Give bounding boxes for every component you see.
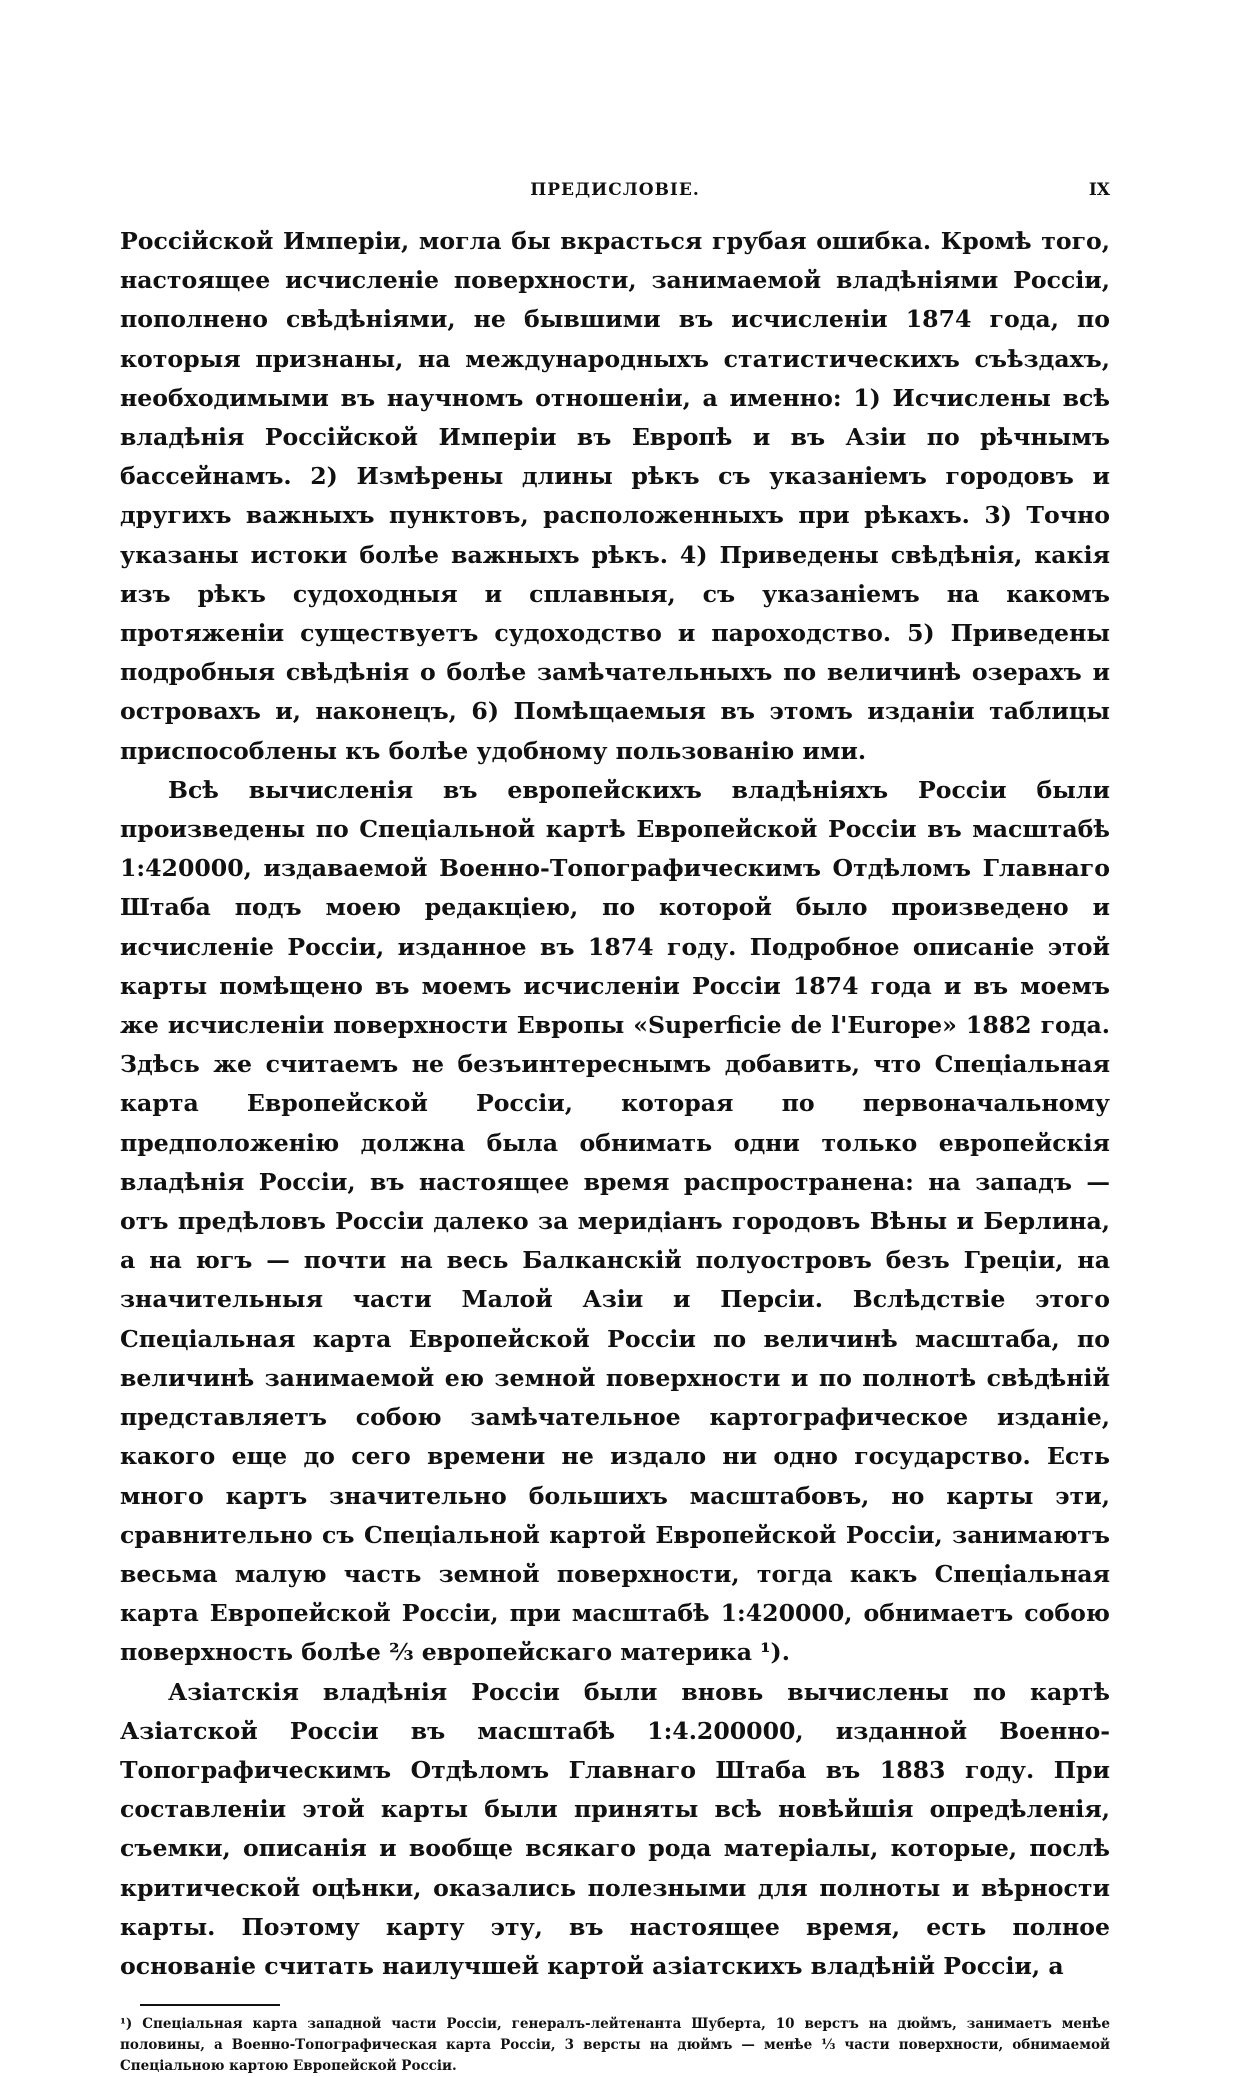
footnote: ¹) Спеціальная карта западной части Россіи, генералъ-лейтенанта Шуберта, 10 верстъ на дюймъ, занимаетъ менѣе половины, а Военно-Топографическая карта Россіи, 3 версты на дюймъ — менѣе ⅓ части поверхности, обнимаемой Спеціальною картою Европейской Россіи. — [120, 2016, 1110, 2075]
page-number: IX — [1088, 180, 1110, 200]
footnote-divider — [140, 2004, 280, 2006]
body-text — [120, 222, 1110, 1986]
header-title: ПРЕДИСЛОВІЕ. — [530, 180, 700, 200]
paragraph-1: Россійской Имперіи, могла бы вкрасться грубая ошибка. Кромѣ того, настоящее исчисленіе поверхности, занимаемой владѣніями Россіи, пополнено свѣдѣніями, не бывшими въ исчисленіи 1874 года, по которыя признаны, на международныхъ статистическихъ съѣздахъ, необходимыми въ научномъ отношеніи, а именно: 1) Исчислены всѣ владѣнія Россійской Имперіи въ Европѣ и въ Азіи по рѣчнымъ бассейнамъ. 2) Измѣрены длины рѣкъ съ указаніемъ городовъ и другихъ важныхъ пунктовъ, расположенныхъ при рѣкахъ. 3) Точно указаны истоки болѣе важныхъ рѣкъ. 4) Приведены свѣдѣнія, какія изъ рѣкъ судоходныя и сплавныя, съ указаніемъ на какомъ протяженіи существуетъ судоходство и пароходство. 5) Приведены подробныя свѣдѣнія о болѣе замѣчательныхъ по величинѣ озерахъ и островахъ и, наконецъ, 6) Помѣщаемыя въ этомъ изданіи таблицы приспособлены къ болѣе удобному пользованію ими. — [120, 227, 1110, 765]
paragraph-2: Всѣ вычисленія въ европейскихъ владѣніяхъ Россіи были произведены по Спеціальной картѣ Европейской Россіи въ масштабѣ 1:420000, издаваемой Военно-Топографическимъ Отдѣломъ Главнаго Штаба подъ моею редакціею, по которой было произведено и исчисленіе Россіи, изданное въ 1874 году. Подробное описаніе этой карты помѣщено въ моемъ исчисленіи Россіи 1874 года и въ моемъ же исчисленіи поверхности Европы «Superficie de l'Europe» 1882 года. Здѣсь же считаемъ не безъинтереснымъ добавить, что Спеціальная карта Европейской Россіи, которая по первоначальному предположенію должна была обнимать одни только европейскія владѣнія Россіи, въ настоящее время распространена: на западъ — отъ предѣловъ Россіи далеко за меридіанъ городовъ Вѣны и Берлина, а на югъ — почти на весь Балканскій полуостровъ безъ Греціи, на значительныя части Малой Азіи и Персіи. Вслѣдствіе этого Спеціальная карта Европейской Россіи по величинѣ масштаба, по величинѣ занимаемой ею земной поверхности и по полнотѣ свѣдѣній представляетъ собою замѣчательное картографическое изданіе, какого еще до сего времени не издало ни одно государство. Есть много картъ значительно большихъ масштабовъ, но карты эти, сравнительно съ Спеціальной картой Европейской Россіи, занимаютъ весьма малую часть земной поверхности, тогда какъ Спеціальная карта Европейской Россіи, при масштабѣ 1:420000, обнимаетъ собою поверхность болѣе ⅔ европейскаго материка ¹). — [120, 775, 1110, 1667]
running-header — [120, 180, 1110, 208]
document-page — [120, 180, 1110, 2077]
paragraph-3: Азіатскія владѣнія Россіи были вновь вычислены по картѣ Азіатской Россіи въ масштабѣ 1:4.200000, изданной Военно-Топографическимъ Отдѣломъ Главнаго Штаба въ 1883 году. При составленіи этой карты были приняты всѣ новѣйшія опредѣленія, съемки, описанія и вообще всякаго рода матеріалы, которые, послѣ критической оцѣнки, оказались полезными для полноты и вѣрности карты. Поэтому карту эту, въ настоящее время, есть полное основаніе считать наилучшей картой азіатскихъ владѣній Россіи, а — [120, 1677, 1110, 1980]
